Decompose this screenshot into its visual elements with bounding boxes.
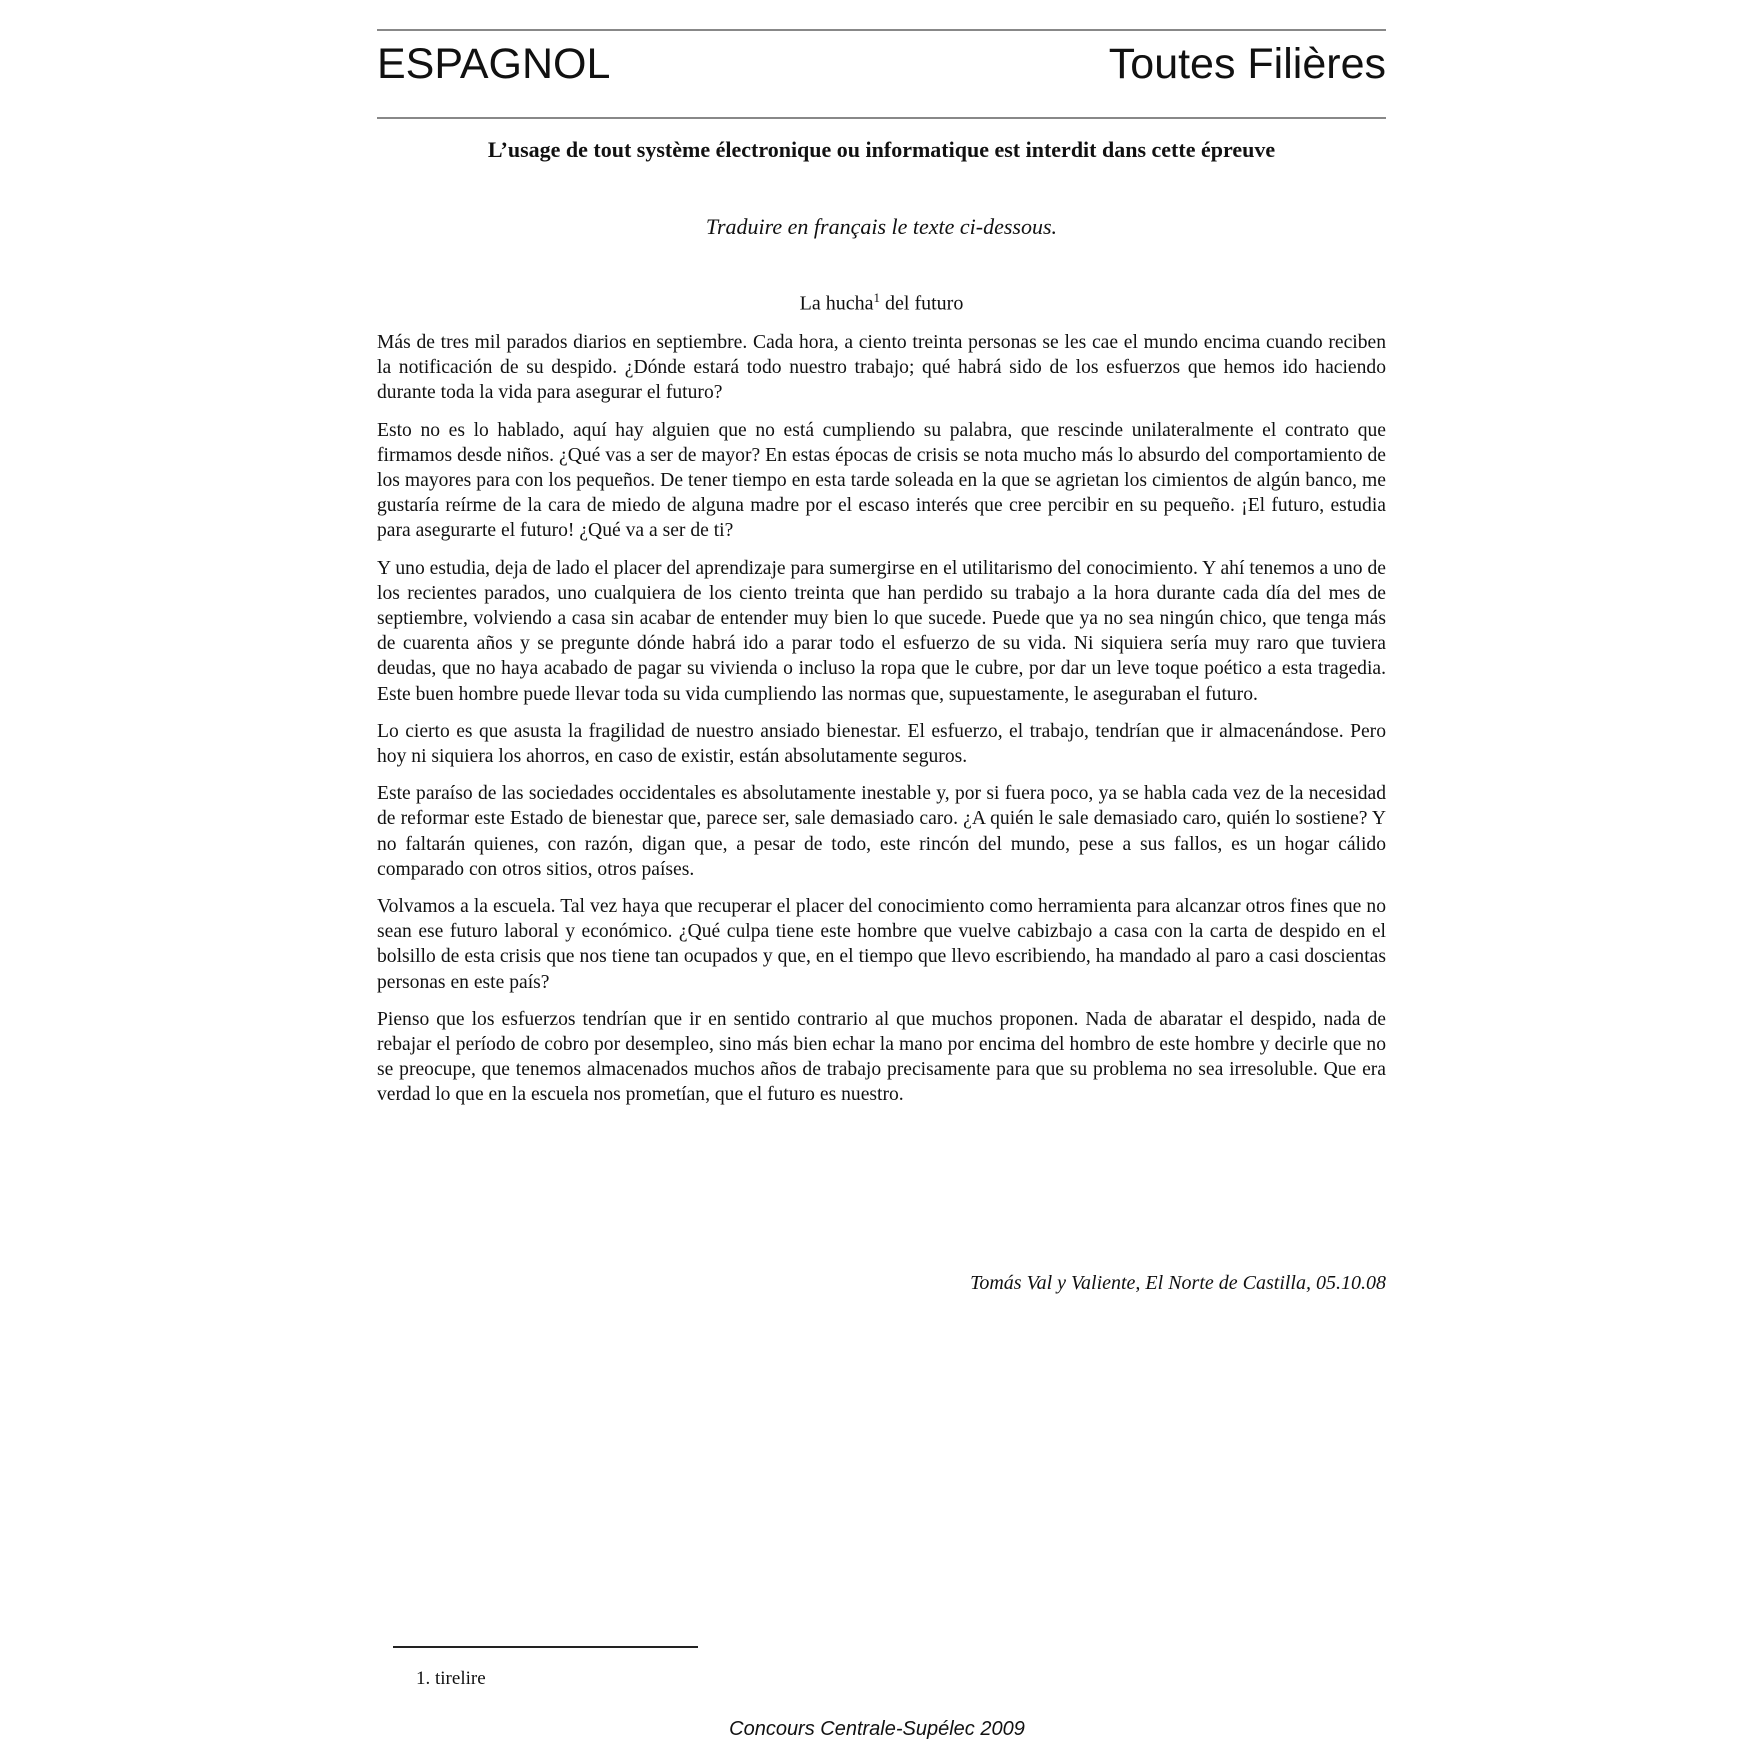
signature: Tomás Val y Valiente, El Norte de Castilla, 05.10.08 bbox=[970, 1272, 1386, 1294]
paragraph: Esto no es lo hablado, aquí hay alguien que no está cumpliendo su palabra, que rescinde unilateralmente el contrato que firmamos desde niños. ¿Qué vas a ser de mayor? En estas épocas de crisis se nota mucho más lo absurdo del comportamiento de los mayores para con los pequeños. De tener tiempo en esta tarde soleada en la que se agrietan los cimientos de algún banco, me gustaría reírme de la cara de miedo de alguna madre por el escaso interés que cree percibir en su pequeño. ¡El futuro, estudia para asegurarte el futuro! ¿Qué va a ser de ti? bbox=[377, 419, 1386, 542]
footnote-ref: 1 bbox=[873, 290, 881, 305]
paragraph: Este paraíso de las sociedades occidentales es absolutamente inestable y, por si fuera poco, ya se habla cada vez de la necesidad de reformar este Estado de bienestar que, parece ser, sale demasiado caro. ¿A quién le sale demasiado caro, quién lo sostiene? Y no faltarán quienes, con razón, digan que, a pesar de todo, este rincón del mundo, pese a sus fallos, es un hogar cálido comparado con otros sitios, otros países. bbox=[377, 783, 1386, 880]
title-rest: del futuro bbox=[880, 292, 964, 315]
footnote: 1. tirelire bbox=[416, 1668, 486, 1689]
title-main: La hucha bbox=[799, 292, 874, 315]
paragraph: Y uno estudia, deja de lado el placer del aprendizaje para sumergirse en el utilitarismo del conocimiento. Y ahí tenemos a uno de los recientes parados, uno cualquiera de los ciento treinta que han perdido su trabajo a la hora durante cada día del mes de septiembre, volviendo a casa sin acabar de entender muy bien lo que sucede. Puede que ya no sea ningún chico, que tenga más de cuarenta años y se pregunte dónde habrá ido a parar todo el esfuerzo de su vida. Ni siquiera sería muy raro que tuviera deudas, que no haya acabado de pagar su vivienda o incluso la ropa que le cubre, por dar un leve toque poético a esta tragedia. Este buen hombre puede llevar toda su vida cumpliendo las normas que, supuestamente, le aseguraban el futuro. bbox=[377, 557, 1386, 705]
text-title bbox=[377, 290, 1386, 316]
paragraph: Volvamos a la escuela. Tal vez haya que recuperar el placer del conocimiento como herramienta para alcanzar otros fines que no sean ese futuro laboral y económico. ¿Qué culpa tiene este hombre que vuelve cabizbajo a casa con la carta de despido en el bolsillo de esta crisis que nos tiene tan ocupados y que, en el tiempo que llevo escribiendo, ha mandado al paro a casi doscientas personas en este país? bbox=[377, 896, 1386, 993]
page-footer: Concours Centrale-Supélec 2009 bbox=[729, 1718, 1025, 1740]
footnote-rule bbox=[393, 1646, 698, 1648]
top-rule bbox=[377, 29, 1386, 31]
text-body bbox=[377, 330, 1386, 1120]
exam-warning: L’usage de tout système électronique ou informatique est interdit dans cette épreuve bbox=[487, 137, 1276, 162]
header-rule bbox=[377, 117, 1386, 119]
paragraph: Pienso que los esfuerzos tendrían que ir en sentido contrario al que muchos proponen. Nada de abaratar el despido, nada de rebajar el período de cobro por desempleo, sino más bien echar la mano por encima del hombro de este hombre y decirle que no se preocupe, que tenemos almacenados muchos años de trabajo precisamente para que su problema no sea irresoluble. Que era verdad lo que en la escuela nos prometían, que el futuro es nuestro. bbox=[377, 1008, 1386, 1106]
track-heading: Toutes Filières bbox=[1108, 40, 1386, 88]
subject-heading: ESPAGNOL bbox=[377, 40, 611, 88]
instruction: Traduire en français le texte ci-dessous. bbox=[705, 214, 1058, 239]
paragraph: Más de tres mil parados diarios en septiembre. Cada hora, a ciento treinta personas se les cae el mundo encima cuando reciben la notificación de su despido. ¿Dónde estará todo nuestro trabajo; qué habrá sido de los esfuerzos que hemos ido haciendo durante toda la vida para asegurar el futuro? bbox=[377, 332, 1386, 404]
paragraph: Lo cierto es que asusta la fragilidad de nuestro ansiado bienestar. El esfuerzo, el trabajo, tendrían que ir almacenándose. Pero hoy ni siquiera los ahorros, en caso de existir, están absolutamente seguros. bbox=[377, 720, 1386, 768]
